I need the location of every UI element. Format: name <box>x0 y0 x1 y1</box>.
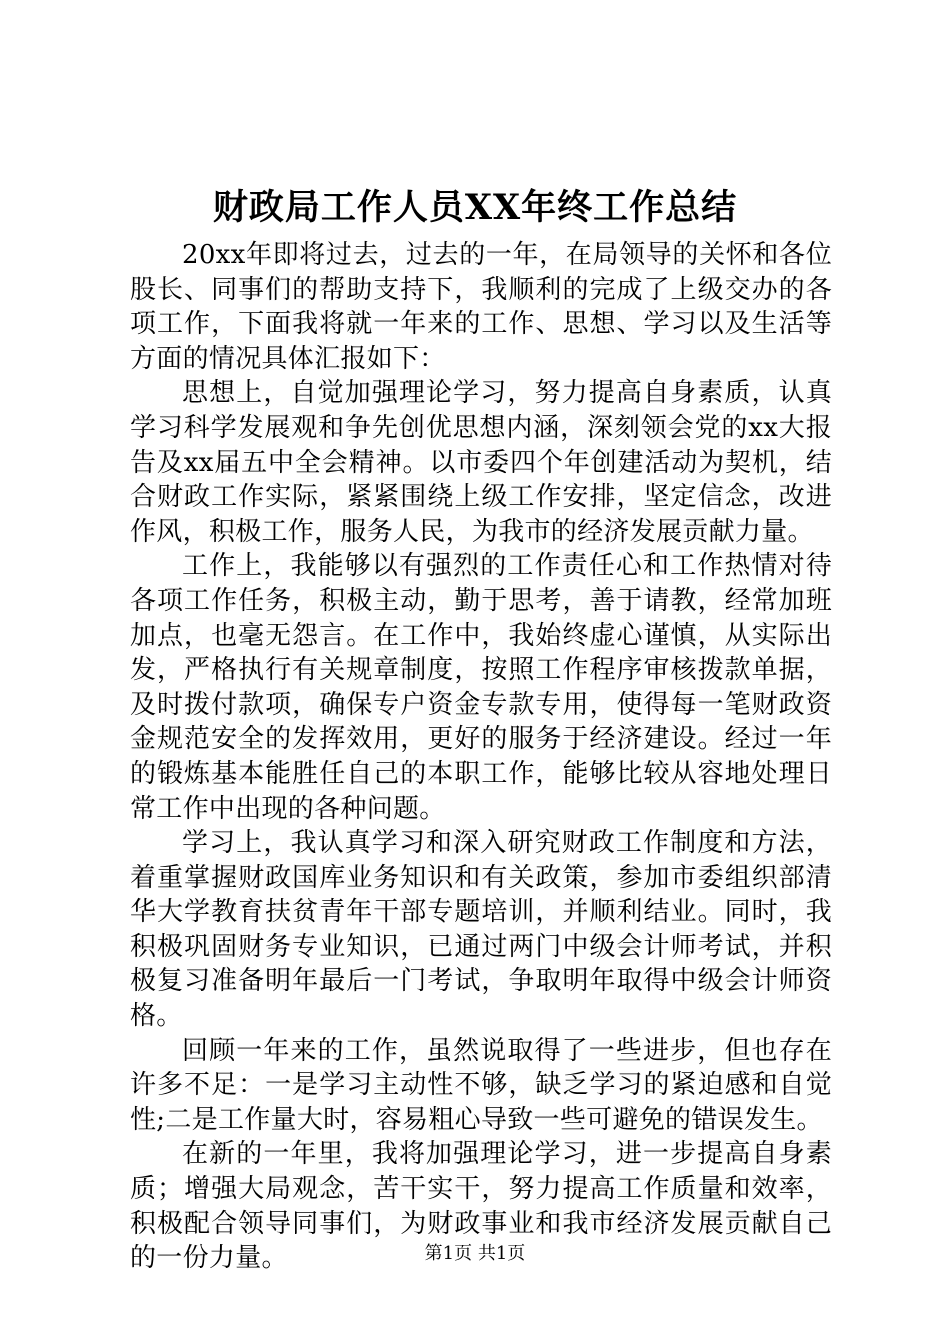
paragraph-work: 工作上，我能够以有强烈的工作责任心和工作热情对待各项工作任务，积极主动，勤于思考，善于请教，经常加班加点，也毫无怨言。在工作中，我始终虚心谨慎，从实际出发，严格执行有关规章制度，按照工作程序审核拨款单据，及时拨付款项，确保专户资金专款专用，使得每一笔财政资金规范安全的发挥效用，更好的服务于经济建设。经过一年的锻炼基本能胜任自己的本职工作，能够比较从容地处理日常工作中出现的各种问题。 <box>130 551 832 824</box>
paragraph-thought: 思想上，自觉加强理论学习，努力提高自身素质，认真学习科学发展观和争先创优思想内涵，深刻领会党的xx大报告及xx届五中全会精神。以市委四个年创建活动为契机，结合财政工作实际，紧紧围绕上级工作安排，坚定信念，改进作风，积极工作，服务人民，为我市的经济发展贡献力量。 <box>130 378 832 547</box>
paragraph-outlook: 在新的一年里，我将加强理论学习，进一步提高自身素质；增强大局观念，苦干实干，努力提高工作质量和效率，积极配合领导同事们，为财政事业和我市经济发展贡献自己的一份力量。 <box>130 1139 832 1274</box>
paragraph-intro: 20xx年即将过去，过去的一年，在局领导的关怀和各位股长、同事们的帮助支持下，我顺利的完成了上级交办的各项工作，下面我将就一年来的工作、思想、学习以及生活等方面的情况具体汇报如下： <box>130 240 832 374</box>
document-body <box>130 238 832 1276</box>
page-footer: 第1页 共1页 <box>424 1243 526 1264</box>
paragraph-study: 学习上，我认真学习和深入研究财政工作制度和方法，着重掌握财政国库业务知识和有关政策，参加市委组织部清华大学教育扶贫青年干部专题培训，并顺利结业。同时，我积极巩固财务专业知识，已通过两门中级会计师考试，并积极复习准备明年最后一门考试，争取明年取得中级会计师资格。 <box>130 828 832 1032</box>
document-title: 财政局工作人员XX年终工作总结 <box>212 187 738 228</box>
paragraph-review: 回顾一年来的工作，虽然说取得了一些进步，但也存在许多不足：一是学习主动性不够，缺乏学习的紧迫感和自觉性;二是工作量大时，容易粗心导致一些可避免的错误发生。 <box>130 1035 832 1135</box>
